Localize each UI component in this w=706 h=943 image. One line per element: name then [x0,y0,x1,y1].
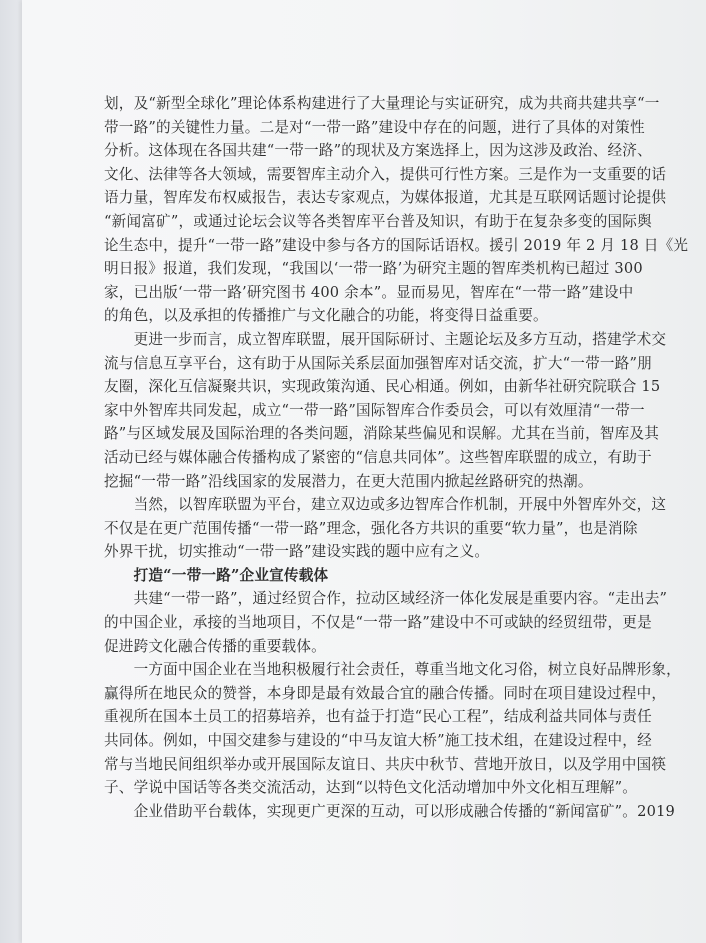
text-line: 当然，以智库联盟为平台，建立双边或多边智库合作机制，开展中外智库外交，这 [104,496,667,514]
section-heading: 打造“一带一路”企业宣传载体 [104,566,329,584]
paragraph [104,328,684,493]
text-line: 重视所在国本土员工的招募培养，也有益于打造“民心工程”，结成利益共同体与责任 [104,708,652,726]
text-line: 划，及“新型全球化”理论体系构建进行了大量理论与实证研究，成为共商共建共享“一 [104,95,660,112]
text-line: 明日报》报道，我们发现，“我国以‘一带一路’为研究主题的智库类机构已超过 300 [104,260,643,278]
text-line: 共建“一带一路”，通过经贸合作，拉动区域经济一体化发展是重要内容。“走出去” [104,590,668,608]
section-heading-block [104,564,684,588]
text-line: 的中国企业，承接的当地项目，不仅是“一带一路”建设中不可或缺的经贸纽带，更是 [104,614,652,632]
text-line: 带一路”的关键性力量。二是对“一带一路”建设中存在的问题，进行了具体的对策性 [104,118,645,136]
text-line: 共同体。例如，中国交建参与建设的“中马友谊大桥”施工技术组，在建设过程中，经 [104,732,652,750]
paragraph [104,493,684,564]
text-line: “新闻富矿”，或通过论坛会议等各类智库平台普及知识，有助于在复杂多变的国际舆 [104,212,652,230]
text-line: 家中外智库共同发起，成立“一带一路”国际智库合作委员会，可以有效厘清“一带一 [104,401,645,419]
text-line: 挖掘“一带一路”沿线国家的发展潜力，在更大范围内掀起丝路研究的热潮。 [104,472,593,490]
text-line: 子、学说中国话等各类交流活动，达到“以特色文化活动增加中外文化相互理解”。 [104,779,638,797]
text-line: 赢得所在地民众的赞誉，本身即是最有效最合宜的融合传播。同时在项目建设过程中， [104,684,667,702]
text-line: 不仅是在更广范围传播“一带一路”理念，强化各方共识的重要“软力量”，也是消除 [104,519,638,537]
text-line: 促进跨文化融合传播的重要载体。 [104,637,326,655]
text-line: 语力量，智库发布权威报告，表达专家观点，为媒体报道，尤其是互联网话题讨论提供 [104,189,667,207]
paragraph [104,92,689,328]
binder-edge [0,0,22,943]
text-line: 活动已经与媒体融合传播构成了紧密的“信息共同体”。这些智库联盟的成立，有助于 [104,448,652,466]
text-line: 的角色，以及承担的传播推广与文化融合的功能，将变得日益重要。 [104,307,548,325]
text-line: 一方面中国企业在当地积极履行社会责任，尊重当地文化习俗，树立良好品牌形象， [104,661,681,679]
paragraph [104,658,684,800]
paragraph [104,587,684,658]
text-line: 流与信息互享平台，这有助于从国际关系层面加强智库对话交流，扩大“一带一路”朋 [104,354,652,372]
text-line: 路”与区域发展及国际治理的各类问题，消除某些偏见和误解。尤其在当前，智库及其 [104,425,660,443]
document-page [22,0,706,943]
text-line: 企业借助平台载体，实现更广更深的互动，可以形成融合传播的“新闻富矿”。2019 [104,802,676,820]
text-line: 文化、法律等各大领域，需要智库主动介入，提供可行性方案。三是作为一支重要的话 [104,165,667,183]
text-line: 常与当地民间组织举办或开展国际友谊日、共庆中秋节、营地开放日，以及学用中国筷 [104,755,667,773]
text-line: 外界干扰，切实推动“一带一路”建设实践的题中应有之义。 [104,543,490,561]
text-line: 分析。这体现在各国共建“一带一路”的现状及方案选择上，因为这涉及政治、经济、 [104,142,652,160]
text-line: 论生态中，提升“一带一路”建设中参与各方的国际话语权。援引 2019 年 2 月 18 日《光 [104,236,689,254]
body-text [104,92,689,823]
text-line: 友圈，深化互信凝聚共识，实现政策沟通、民心相通。例如，由新华社研究院联合 15 [104,378,661,396]
text-line: 更进一步而言，成立智库联盟，展开国际研讨、主题论坛及多方互动，搭建学术交 [104,330,667,348]
paragraph [104,800,684,824]
text-line: 家，已出版‘一带一路’研究图书 400 余本”。显而易见，智库在“一带一路”建设中 [104,283,634,301]
